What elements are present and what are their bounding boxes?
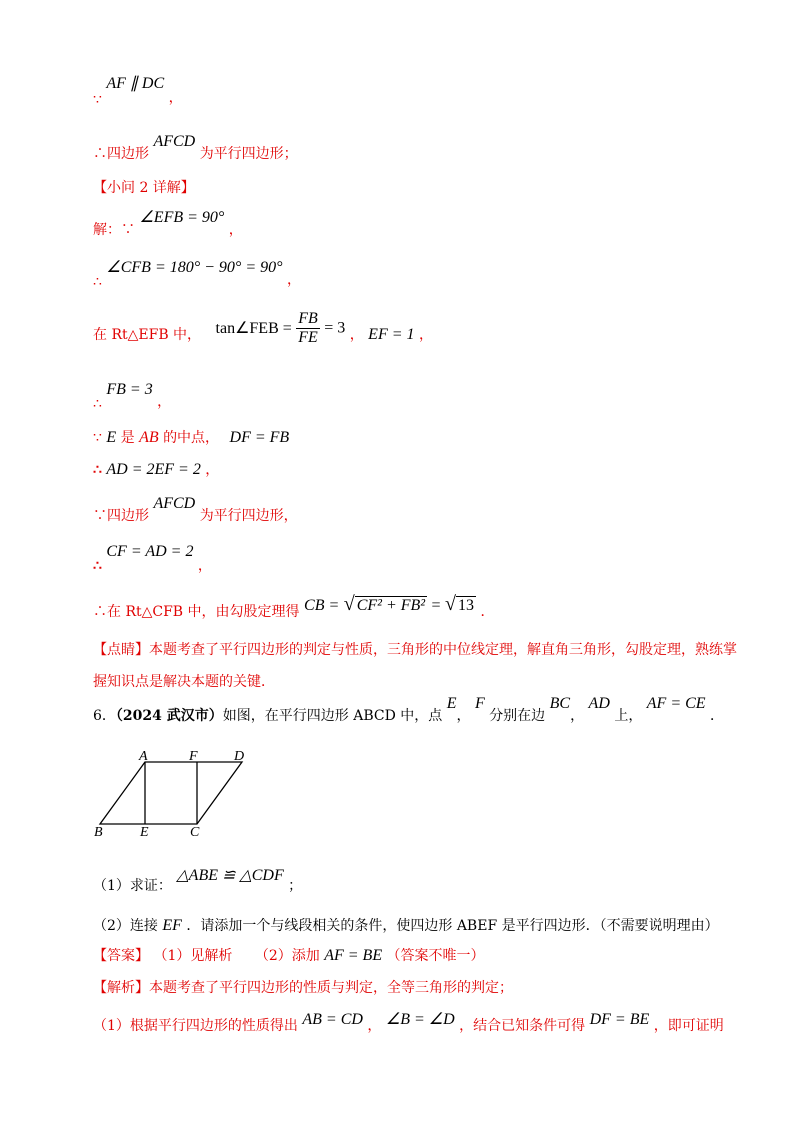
comment-line-1: 【点睛】本题考查了平行四边形的判定与性质，三角形的中位线定理，解直角三角形，勾股定理，熟练掌 [93,642,737,658]
math-ef: EF [162,917,182,934]
math-radicand: CF² + FB² [356,597,426,614]
semicolon: ； [288,878,303,894]
comma: ， [418,326,433,343]
question-source: （2024 武汉市） [115,708,223,724]
part-label: （1）求证： [93,878,172,894]
math-df-fb: DF = FB [229,429,290,446]
therefore-symbol: ∴ [93,558,102,574]
math-bc: BC [549,695,571,712]
math-af-ce: AF = CE [646,695,706,712]
line-fb-3 [93,380,172,412]
answer-1: （1）见解析 [153,948,233,964]
math-equals-3: = 3 [324,319,346,337]
label-d: D [234,749,245,764]
line-pythagorean [93,593,495,620]
line-angle-cfb [93,258,301,290]
section-subquestion-2: 【小问 2 详解】 [93,180,195,196]
question-text: 上， [614,708,643,724]
text: 为平行四边形； [199,146,298,162]
math-df-be: DF = BE [589,1011,650,1028]
part-1 [93,866,303,894]
math-sqrt-13: 13 [458,597,475,614]
math-ab-cd: AB = CD [302,1011,363,1028]
line-tan [93,310,433,347]
part-2 [93,916,719,936]
math-afcd: AFCD [153,495,196,512]
text: 为平行四边形， [199,508,298,524]
label-c: C [190,825,200,838]
comma: ， [228,222,243,238]
comma: ， [570,708,585,724]
math-congruent: △ABE ≌ △CDF [176,867,284,884]
last-line [93,1010,724,1034]
math-equals: = [431,597,441,614]
comma: ， [456,708,471,724]
therefore-symbol: ∴ [93,396,102,412]
comma: ， [286,272,301,288]
line-ad-2ef [93,460,219,480]
fraction-numerator: FB [298,310,318,327]
therefore-text: ∴四边形 [93,146,149,162]
because-text: ∵四边形 [93,508,149,524]
question-number: 6． [93,708,116,724]
comma: ， [197,558,212,574]
comma: ， [205,462,220,478]
part-text: ．请添加一个与线段相关的条件，使四边形 ABEF 是平行四边形．（不需要说明理由） [186,918,719,934]
answer-line [93,946,485,966]
line-afcd-parallelogram [93,132,298,162]
math-cb: CB = [304,597,340,614]
question-text: 如图，在平行四边形 ABCD 中，点 [222,708,443,724]
line-af-parallel-dc [93,75,183,108]
answer-note: （答案不唯一） [386,948,485,964]
math-af-dc: AF ∥ DC [106,75,165,92]
line-angle-efb [93,208,243,238]
label-e: E [140,825,149,838]
math-angle-efb: ∠EFB = 90° [139,209,225,226]
text: 的中点， [163,430,220,446]
math-af-be: AF = BE [324,947,383,964]
answer-label: 【答案】 [93,948,149,964]
comma: ， [168,90,183,106]
sqrt-symbol: √ [343,593,355,615]
fraction-denominator: FE [298,329,318,346]
text: ，结合已知条件可得 [459,1018,586,1034]
comma: ， [367,1018,382,1034]
label-a: A [139,749,148,764]
period: ． [710,708,725,724]
math-afcd: AFCD [153,133,196,150]
math-tan: tan∠FEB = [215,319,292,337]
math-ad: AD [588,695,610,712]
comma: ， [157,394,172,410]
answer-2: （2）添加 [254,948,320,964]
line-cf-ad [93,542,212,574]
label-b: B [94,825,103,838]
period: ． [480,604,495,620]
part-label: （2）连接 [93,918,158,934]
line-afcd-parallelogram-2 [93,494,298,524]
analysis-label: 【解析】 [93,980,149,996]
math-e: E [446,695,457,712]
therefore-symbol: ∴ [93,462,102,478]
math-ab: AB [139,429,159,446]
parallelogram-figure [92,748,262,838]
analysis-line [93,978,513,998]
math-ad-2ef: AD = 2EF = 2 [106,461,201,478]
text: ，即可证明 [653,1018,724,1034]
question-6 [93,695,725,726]
line-e-midpoint [93,428,289,448]
analysis-text: 本题考查了平行四边形的性质与判定，全等三角形的判定； [149,980,513,996]
math-angle-cfb: ∠CFB = 180° − 90° = 90° [106,259,283,276]
math-e: E [106,429,117,446]
because-symbol: ∵ [93,430,102,446]
math-ef-1: EF = 1 [368,325,415,343]
comment-line-2: 握知识点是解决本题的关键． [93,674,275,690]
in-triangle-text: 在 Rt△EFB 中， [93,326,202,343]
math-angle-b-d: ∠B = ∠D [385,1011,455,1028]
sqrt-symbol-2: √ [445,593,457,615]
math-cf-ad: CF = AD = 2 [106,543,194,560]
math-f: F [474,695,485,712]
comma: ， [349,326,364,343]
fraction-fb-fe [296,310,320,347]
math-fb-3: FB = 3 [106,381,153,398]
parallelogram-abcd [100,762,242,824]
solution-label: 解：∵ [93,222,135,238]
label-f: F [189,749,198,764]
text: （1）根据平行四边形的性质得出 [93,1018,298,1034]
question-text: 分别在边 [489,708,546,724]
because-symbol: ∵ [93,92,102,108]
pythagorean-text: ∴在 Rt△CFB 中，由勾股定理得 [93,604,300,620]
text: 是 [120,430,135,446]
therefore-symbol: ∴ [93,274,102,290]
